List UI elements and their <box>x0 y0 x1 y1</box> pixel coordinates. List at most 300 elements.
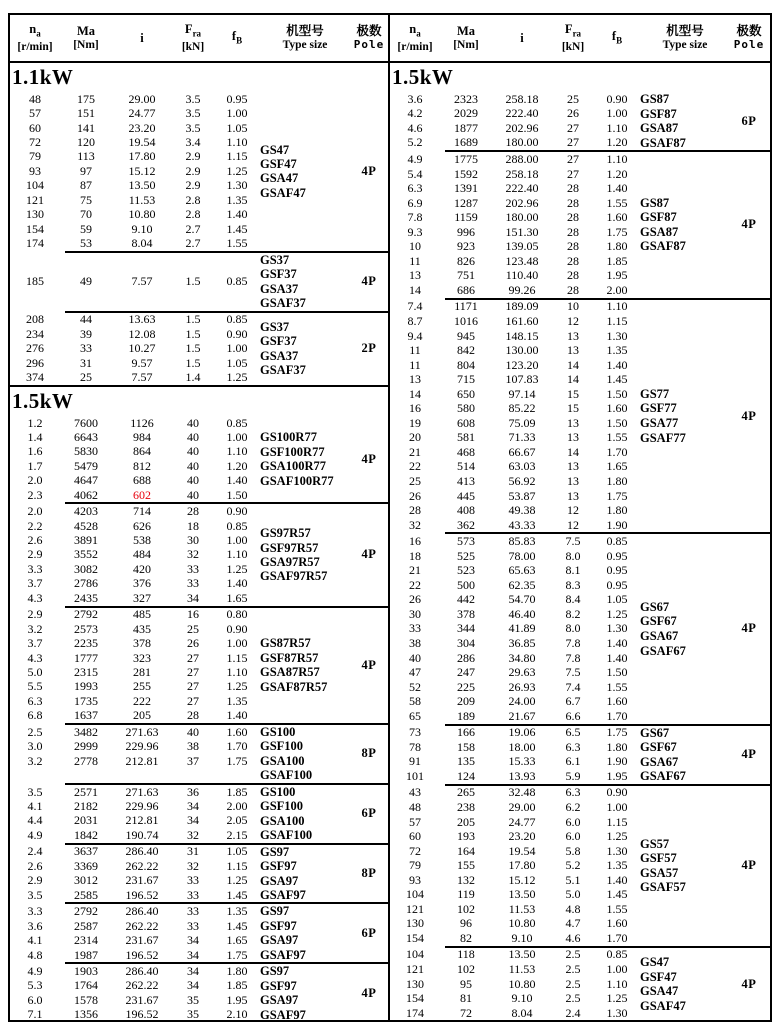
data-row <box>390 888 640 903</box>
cell-na: 4.8 <box>27 947 43 962</box>
cell-fra: 12 <box>567 313 579 328</box>
cell-ma: 189 <box>457 708 475 723</box>
cell-i: 538 <box>133 533 151 548</box>
data-row <box>390 636 640 651</box>
cell-na: 22 <box>409 459 421 474</box>
header-main-line <box>612 29 622 48</box>
cell-fb: 1.05 <box>226 844 248 859</box>
header-main-line <box>457 24 475 38</box>
header-unit: [kN] <box>561 41 585 54</box>
data-row <box>10 768 260 782</box>
cell-ma: 362 <box>457 517 475 532</box>
data-row <box>10 327 260 341</box>
cell-na: 57 <box>409 814 421 829</box>
model-label: GS100 <box>260 784 296 799</box>
cell-fra: 6.7 <box>565 694 581 709</box>
cell-ma: 2587 <box>74 918 98 933</box>
data-row <box>390 460 640 475</box>
cell-fb: 1.25 <box>606 829 628 844</box>
cell-fra: 5.1 <box>565 872 581 887</box>
cell-na: 65 <box>409 708 421 723</box>
cell-ma: 2999 <box>74 739 98 754</box>
cell-na: 40 <box>409 650 421 665</box>
cell-fra: 6.5 <box>565 725 581 740</box>
cell-fb: 2.15 <box>226 827 248 842</box>
cell-na: 1.4 <box>27 429 43 444</box>
cell-ma: 500 <box>457 577 475 592</box>
data-row <box>10 888 260 902</box>
spec-block <box>390 948 770 1020</box>
model-label: GSAF57 <box>640 880 686 895</box>
cell-na: 104 <box>406 947 424 962</box>
cell-ma: 945 <box>457 328 475 343</box>
cell-ma: 119 <box>457 887 475 902</box>
cell-i: 85.22 <box>508 401 536 416</box>
cell-fra: 28 <box>567 282 579 297</box>
cell-i: 202.96 <box>505 195 539 210</box>
cell-fra: 35 <box>187 1007 199 1020</box>
column-header-fra <box>552 22 594 55</box>
model-label: GS47 <box>640 954 670 969</box>
cell-fb: 1.35 <box>606 858 628 873</box>
cell-ma: 205 <box>457 814 475 829</box>
data-row <box>10 416 260 430</box>
cell-na: 57 <box>29 106 41 121</box>
header-unit: [Nm] <box>453 39 479 51</box>
cell-i: 212.81 <box>125 813 159 828</box>
cell-fb: 1.85 <box>226 784 248 799</box>
model-label: GSF47 <box>260 156 297 171</box>
cell-fra: 27 <box>567 135 579 150</box>
model-label: GS67 <box>640 599 670 614</box>
data-row <box>390 416 640 431</box>
data-row <box>10 651 260 665</box>
cell-fb: 0.85 <box>606 534 628 549</box>
cell-i: 12.08 <box>128 326 156 341</box>
data-row <box>10 680 260 694</box>
cell-ma: 3012 <box>74 873 98 888</box>
spec-block <box>10 725 388 783</box>
power-section <box>390 63 770 1020</box>
cell-ma: 193 <box>457 829 475 844</box>
data-row <box>10 370 260 384</box>
cell-fra: 13 <box>567 430 579 445</box>
cell-fb: 1.45 <box>606 372 628 387</box>
cell-i: 9.10 <box>131 221 153 236</box>
cell-fb: 1.45 <box>226 918 248 933</box>
cell-fra: 34 <box>187 978 199 993</box>
data-row <box>390 549 640 564</box>
column-header-ma <box>60 24 112 52</box>
cell-i: 435 <box>133 621 151 636</box>
column-header-na <box>10 22 60 55</box>
cell-fra: 4.6 <box>565 930 581 945</box>
cell-fb: 1.15 <box>226 858 248 873</box>
header-row <box>10 15 388 63</box>
header-main-line <box>140 31 143 45</box>
cell-na: 18 <box>409 548 421 563</box>
cell-ma: 247 <box>457 665 475 680</box>
cell-na: 130 <box>406 976 424 991</box>
cell-fb: 1.35 <box>226 904 248 919</box>
cell-na: 6.0 <box>27 992 43 1007</box>
cell-i: 984 <box>133 429 151 444</box>
cell-na: 60 <box>409 829 421 844</box>
data-row <box>10 474 260 488</box>
cell-ma: 225 <box>457 679 475 694</box>
column-header-ma <box>440 24 492 52</box>
cell-ma: 1987 <box>74 947 98 962</box>
data-row <box>10 904 260 918</box>
cell-na: 52 <box>409 679 421 694</box>
cell-fb: 1.75 <box>606 224 628 239</box>
cell-i: 812 <box>133 458 151 473</box>
cell-fb: 1.15 <box>606 313 628 328</box>
spec-block <box>10 504 388 605</box>
data-rows <box>390 948 640 1020</box>
cell-fb: 0.95 <box>606 577 628 592</box>
cell-ma: 2031 <box>74 813 98 828</box>
cell-na: 101 <box>406 768 424 783</box>
cell-fb: 1.05 <box>226 120 248 135</box>
cell-na: 1.7 <box>27 458 43 473</box>
cell-i: 63.03 <box>508 459 536 474</box>
cell-i: 9.57 <box>131 355 153 370</box>
cell-i: 231.67 <box>125 992 159 1007</box>
pole-cell <box>730 977 768 992</box>
cell-fb: 1.30 <box>606 843 628 858</box>
data-row <box>10 488 260 502</box>
model-label: GSA47 <box>640 984 679 999</box>
cell-fra: 3.5 <box>185 106 201 121</box>
cell-i: 54.70 <box>508 592 536 607</box>
cell-fra: 27 <box>187 679 199 694</box>
cell-na: 374 <box>26 370 44 385</box>
cell-fb: 1.40 <box>226 207 248 222</box>
cell-na: 2.5 <box>27 724 43 739</box>
cell-i: 7.57 <box>131 370 153 385</box>
data-row <box>10 709 260 723</box>
cell-fra: 40 <box>187 429 199 444</box>
spec-block <box>390 300 770 533</box>
model-label: GSAF97R57 <box>260 569 328 584</box>
cell-ma: 118 <box>457 947 475 962</box>
cell-i: 255 <box>133 679 151 694</box>
data-row <box>10 608 260 622</box>
cell-na: 104 <box>406 887 424 902</box>
cell-na: 6.8 <box>27 708 43 723</box>
column-header-fb <box>214 29 260 48</box>
cell-fb: 0.90 <box>606 91 628 106</box>
data-row <box>10 164 260 178</box>
column-header-i <box>112 31 172 45</box>
cell-i: 13.93 <box>508 768 536 783</box>
cell-fb: 1.60 <box>226 724 248 739</box>
cell-na: 91 <box>409 754 421 769</box>
pole-cell <box>350 452 388 467</box>
cell-fra: 28 <box>187 504 199 519</box>
pole-label: 4P <box>741 747 757 762</box>
cell-i: 420 <box>133 561 151 576</box>
cell-i: 43.33 <box>508 517 536 532</box>
cell-fra: 6.2 <box>565 800 581 815</box>
cell-na: 9.3 <box>407 224 423 239</box>
cell-i: 281 <box>133 664 151 679</box>
cell-fra: 7.8 <box>565 650 581 665</box>
cell-na: 3.0 <box>27 739 43 754</box>
cell-i: 11.53 <box>508 901 536 916</box>
cell-na: 14 <box>409 386 421 401</box>
data-row <box>390 755 640 770</box>
header-main: F <box>184 21 193 36</box>
cell-i: 78.00 <box>508 548 536 563</box>
cell-fb: 1.95 <box>606 768 628 783</box>
data-row <box>10 739 260 753</box>
data-row <box>390 694 640 709</box>
pole-cell <box>350 866 388 881</box>
model-label: GS87 <box>640 92 670 106</box>
cell-na: 20 <box>409 430 421 445</box>
cell-fb: 0.90 <box>226 621 248 636</box>
data-row <box>10 577 260 591</box>
cell-i: 7.57 <box>131 274 153 289</box>
cell-fra: 34 <box>187 799 199 813</box>
cell-fra: 31 <box>187 844 199 859</box>
pole-label: 8P <box>361 866 377 881</box>
cell-na: 6.3 <box>407 181 423 196</box>
header-main-line <box>77 24 95 38</box>
pole-label: 4P <box>741 621 757 636</box>
cell-fra: 3.5 <box>185 91 201 106</box>
cell-fra: 8.0 <box>565 621 581 636</box>
cell-i: 97.14 <box>508 386 536 401</box>
cell-fra: 14 <box>567 357 579 372</box>
model-labels <box>640 955 730 1013</box>
cell-ma: 344 <box>457 621 475 636</box>
cell-na: 3.2 <box>27 621 43 636</box>
cell-fra: 6.1 <box>565 754 581 769</box>
cell-na: 19 <box>409 415 421 430</box>
cell-fb: 1.55 <box>226 236 248 251</box>
cell-fb: 1.05 <box>226 355 248 370</box>
cell-ma: 124 <box>457 768 475 783</box>
cell-ma: 3891 <box>74 533 98 548</box>
header-main-line <box>565 22 581 41</box>
cell-fra: 2.8 <box>185 207 201 222</box>
cell-na: 3.5 <box>27 784 43 799</box>
cell-fra: 38 <box>187 739 199 754</box>
cell-i: 485 <box>133 607 151 622</box>
model-label: GSAF87 <box>640 135 686 150</box>
data-row <box>390 300 640 315</box>
model-labels <box>260 904 350 962</box>
spec-block <box>10 964 388 1020</box>
cell-fra: 28 <box>567 239 579 254</box>
cell-ma: 842 <box>457 343 475 358</box>
cell-na: 174 <box>406 1005 424 1020</box>
data-row <box>390 709 640 724</box>
pole-label: 4P <box>741 858 757 873</box>
model-labels <box>640 387 730 445</box>
data-row <box>10 459 260 473</box>
data-row <box>10 121 260 135</box>
cell-i: 13.50 <box>508 887 536 902</box>
cell-fra: 5.2 <box>565 858 581 873</box>
data-row <box>10 1008 260 1020</box>
cell-fra: 18 <box>187 518 199 533</box>
cell-i: 378 <box>133 636 151 651</box>
cell-fb: 0.85 <box>226 312 248 327</box>
spec-block <box>390 786 770 946</box>
data-row <box>390 401 640 416</box>
cell-i: 151.30 <box>505 224 539 239</box>
cell-ma: 7600 <box>74 415 98 430</box>
pole-label: 6P <box>361 925 377 940</box>
data-row <box>390 503 640 518</box>
cell-fb: 1.35 <box>226 192 248 207</box>
cell-ma: 166 <box>457 725 475 740</box>
cell-fb: 1.10 <box>226 135 248 150</box>
data-rows <box>10 785 260 843</box>
cell-i: 229.96 <box>125 739 159 754</box>
data-row <box>390 829 640 844</box>
cell-i: 626 <box>133 518 151 533</box>
cell-ma: 650 <box>457 386 475 401</box>
cell-fra: 28 <box>567 181 579 196</box>
cell-i: 107.83 <box>505 372 539 387</box>
header-main-line <box>356 24 381 38</box>
cell-na: 4.2 <box>407 106 423 121</box>
cell-fra: 3.5 <box>185 120 201 135</box>
cell-fb: 1.80 <box>606 503 628 518</box>
cell-na: 79 <box>409 858 421 873</box>
cell-fb: 1.45 <box>226 221 248 236</box>
header-sub: ra <box>572 28 582 39</box>
cell-na: 48 <box>409 800 421 815</box>
header-main: i <box>520 31 524 45</box>
data-row <box>10 445 260 459</box>
cell-fb: 1.60 <box>606 210 628 225</box>
cell-fb: 1.70 <box>606 930 628 945</box>
cell-i: 29.00 <box>508 800 536 815</box>
cell-fb: 1.15 <box>226 650 248 665</box>
cell-fb: 1.25 <box>226 163 248 178</box>
cell-ma: 686 <box>457 282 475 297</box>
data-row <box>390 977 640 992</box>
header-main: 极数 <box>356 24 382 38</box>
data-row <box>390 873 640 888</box>
cell-fb: 1.80 <box>606 739 628 754</box>
cell-i: 13.50 <box>128 178 156 193</box>
cell-fra: 32 <box>187 858 199 873</box>
spec-block <box>390 152 770 297</box>
cell-i: 196.52 <box>125 1007 159 1020</box>
data-row <box>390 931 640 946</box>
cell-fra: 1.4 <box>185 370 201 385</box>
cell-fra: 27 <box>567 151 579 166</box>
cell-na: 8.7 <box>407 313 423 328</box>
data-rows <box>10 845 260 903</box>
data-row <box>390 991 640 1006</box>
cell-na: 33 <box>409 621 421 636</box>
pole-cell <box>350 746 388 761</box>
cell-fra: 1.5 <box>185 355 201 370</box>
cell-i: 15.12 <box>508 872 536 887</box>
cell-fb: 1.85 <box>226 978 248 993</box>
cell-ma: 1764 <box>74 978 98 993</box>
model-label: GSA100R77 <box>260 459 326 474</box>
cell-ma: 265 <box>457 785 475 800</box>
cell-ma: 72 <box>460 1005 472 1020</box>
model-label: GS87 <box>640 195 670 210</box>
cell-fra: 8.0 <box>565 548 581 563</box>
pole-cell <box>350 806 388 821</box>
header-main: Ma <box>76 24 96 38</box>
cell-ma: 2314 <box>74 933 98 948</box>
cell-ma: 378 <box>457 606 475 621</box>
cell-fra: 40 <box>187 444 199 459</box>
cell-na: 2.3 <box>27 487 43 502</box>
cell-na: 5.2 <box>407 135 423 150</box>
cell-fb: 1.00 <box>606 962 628 977</box>
cell-i: 19.54 <box>128 135 156 150</box>
data-row <box>10 179 260 193</box>
cell-fb: 1.10 <box>226 444 248 459</box>
model-label: GSAF37 <box>260 363 306 378</box>
model-label: GSF77 <box>640 401 677 416</box>
cell-fra: 40 <box>187 487 199 502</box>
spec-block <box>10 253 388 311</box>
cell-fb: 1.00 <box>226 636 248 651</box>
cell-i: 23.20 <box>508 829 536 844</box>
cell-fb: 1.15 <box>606 814 628 829</box>
pole-cell <box>730 114 768 129</box>
cell-ma: 2323 <box>454 91 478 106</box>
cell-ma: 525 <box>457 548 475 563</box>
cell-fb: 1.55 <box>606 430 628 445</box>
cell-ma: 102 <box>457 962 475 977</box>
data-rows <box>390 300 640 533</box>
cell-na: 2.0 <box>27 504 43 519</box>
data-rows <box>10 92 260 251</box>
cell-na: 1.6 <box>27 444 43 459</box>
pole-label: 4P <box>741 408 757 423</box>
cell-i: 8.04 <box>511 1005 533 1020</box>
data-rows <box>10 313 260 385</box>
cell-fra: 8.1 <box>565 563 581 578</box>
cell-fb: 1.20 <box>606 135 628 150</box>
cell-ma: 75 <box>80 192 92 207</box>
cell-na: 43 <box>409 785 421 800</box>
cell-ma: 2182 <box>74 799 98 813</box>
cell-na: 154 <box>26 221 44 236</box>
cell-fb: 1.40 <box>226 576 248 591</box>
data-row <box>10 193 260 207</box>
cell-fra: 5.9 <box>565 768 581 783</box>
cell-na: 121 <box>26 192 44 207</box>
data-rows <box>390 152 640 297</box>
data-row <box>390 815 640 830</box>
cell-fra: 15 <box>567 386 579 401</box>
spec-table <box>8 13 772 1022</box>
header-main-line <box>736 24 761 38</box>
cell-ma: 2585 <box>74 887 98 902</box>
cell-i: 123.48 <box>505 253 539 268</box>
cell-ma: 209 <box>457 694 475 709</box>
cell-i: 205 <box>133 708 151 723</box>
model-label: GS47 <box>260 142 290 157</box>
cell-fra: 33 <box>187 873 199 888</box>
